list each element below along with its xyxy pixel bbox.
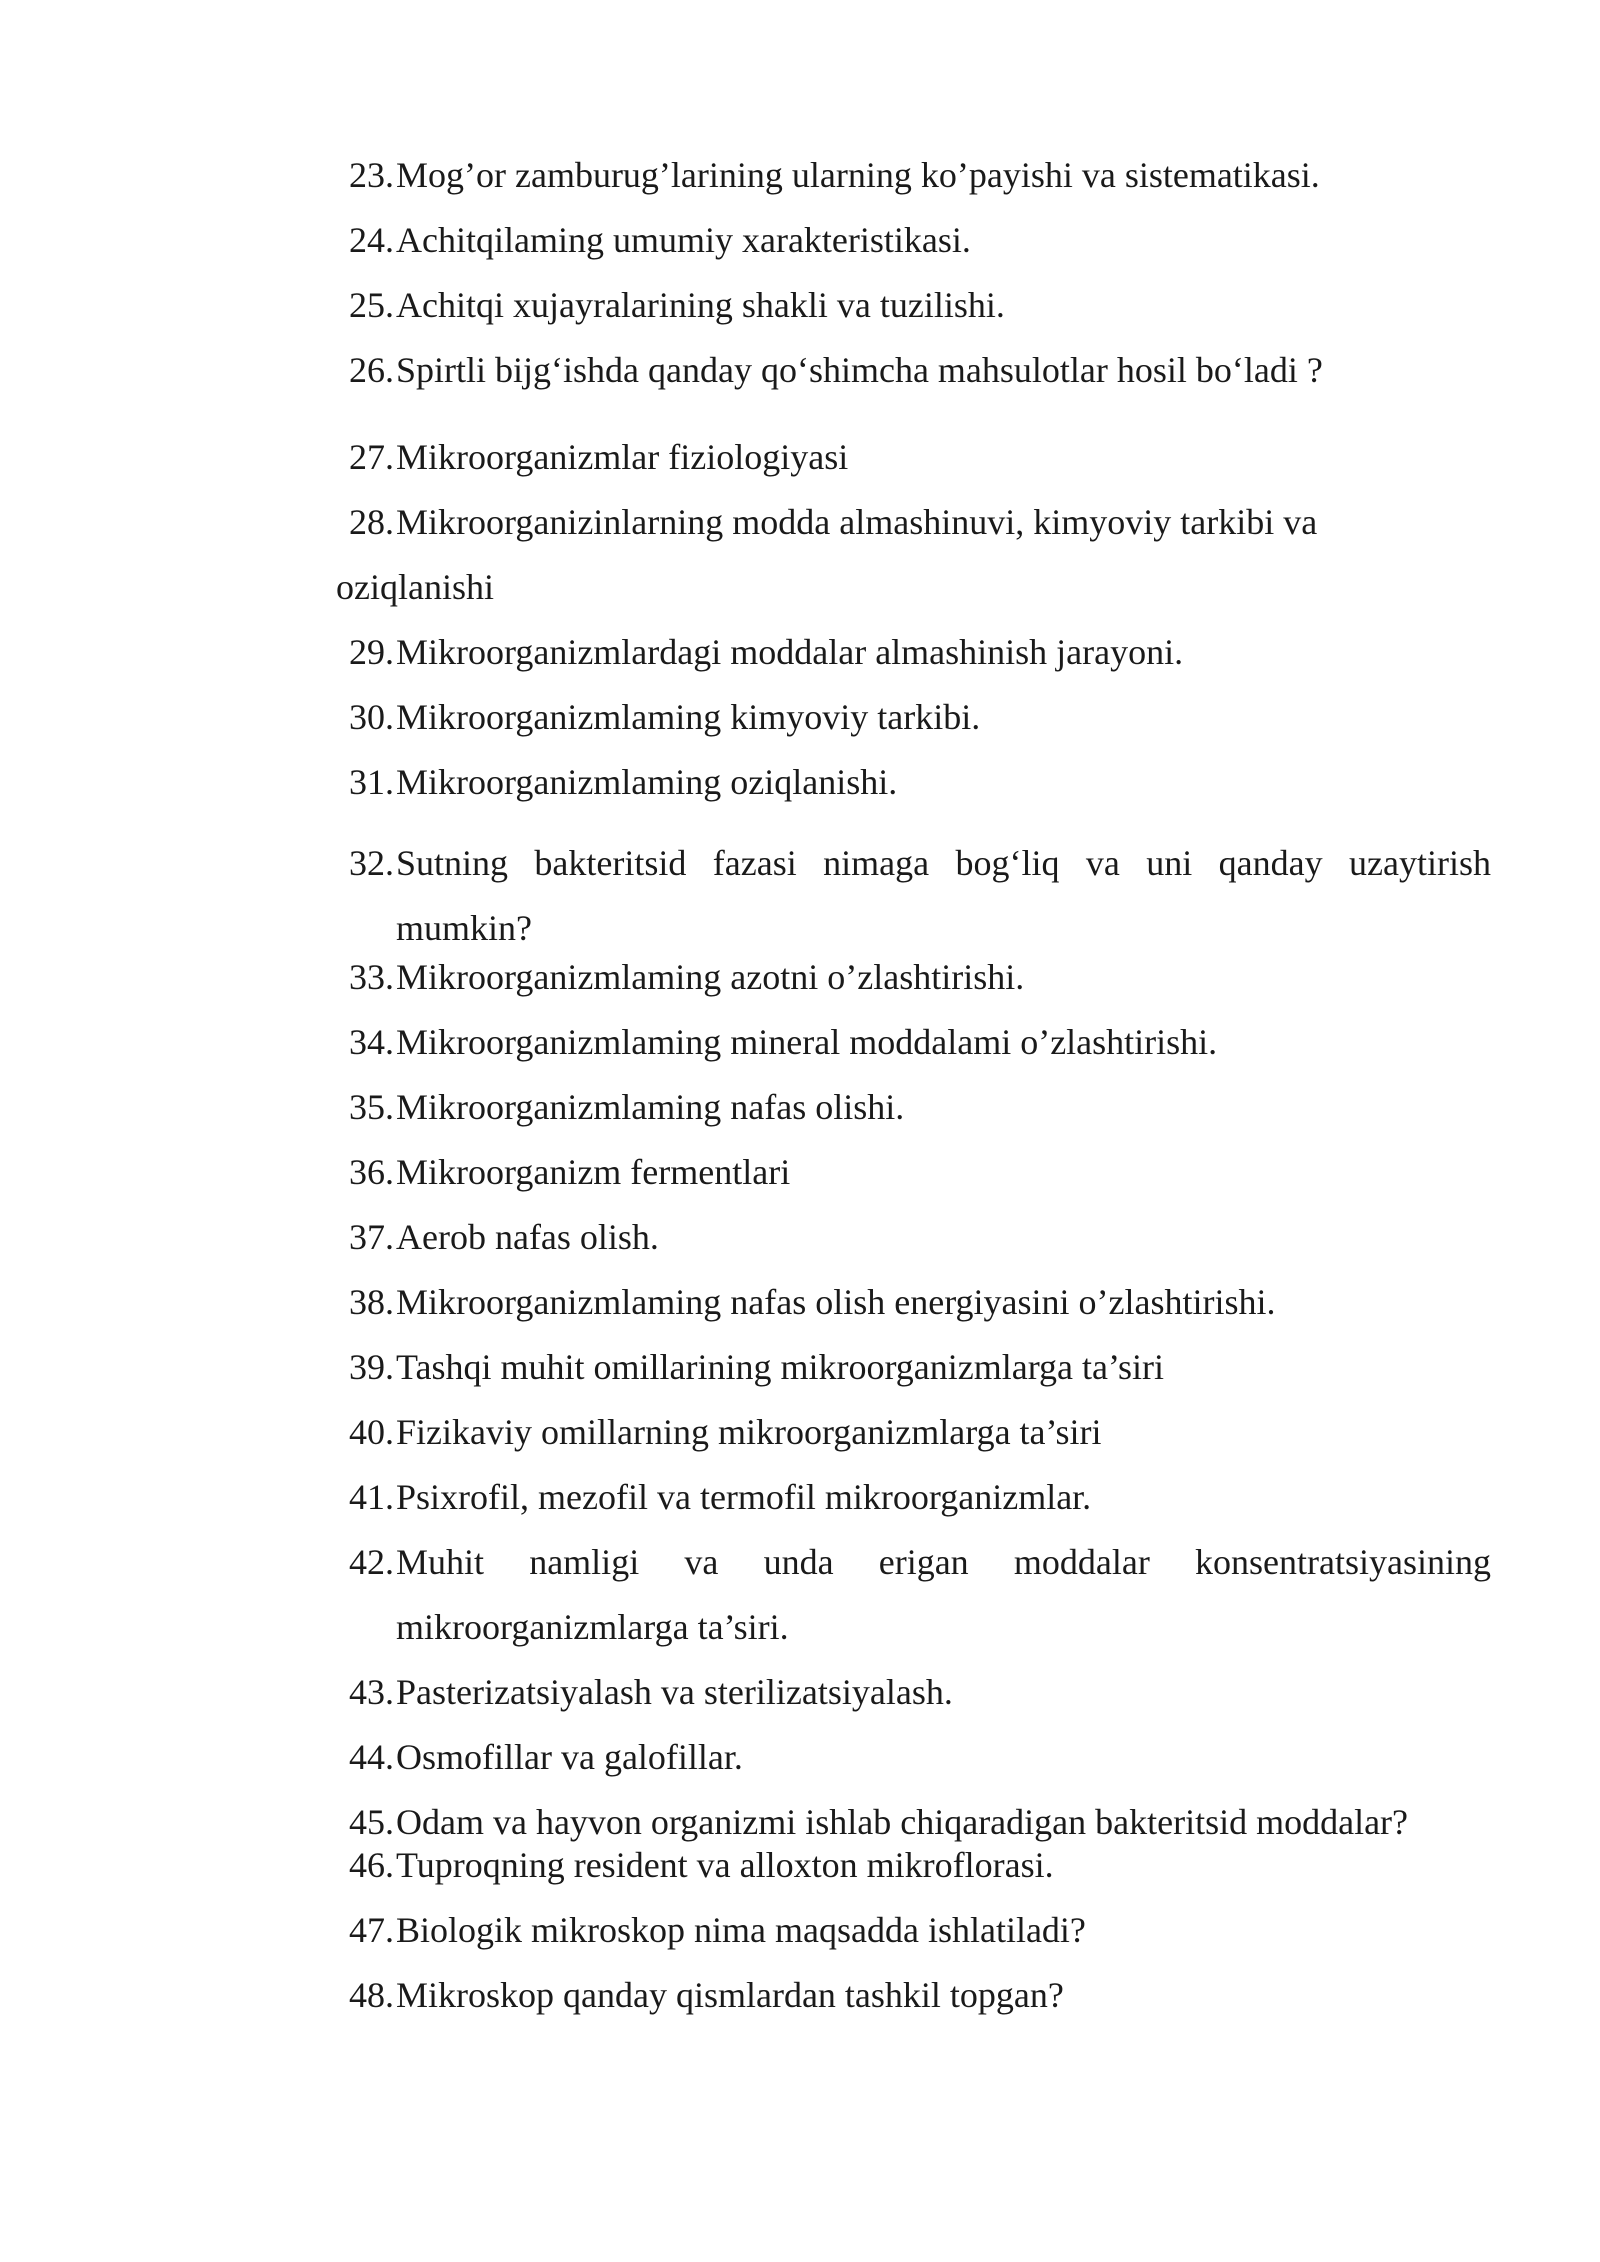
item-text-justified bbox=[396, 843, 1491, 883]
word: bakteritsid bbox=[534, 843, 687, 883]
item-text: Odam va hayvon organizmi ishlab chiqaradigan bakteritsid moddalar? bbox=[396, 1802, 1409, 1842]
item-text: Aerob nafas olish. bbox=[396, 1217, 659, 1257]
item-text: Mikroskop qanday qismlardan tashkil topgan? bbox=[396, 1975, 1064, 2015]
item-number: 45. bbox=[349, 1802, 394, 1842]
list-item bbox=[342, 957, 1024, 997]
item-text: Pasterizatsiyalash va sterilizatsiyalash. bbox=[396, 1672, 953, 1712]
list-item bbox=[342, 1845, 1054, 1885]
item-number: 41. bbox=[349, 1477, 394, 1517]
item-number: 47. bbox=[349, 1910, 394, 1950]
item-number: 39. bbox=[349, 1347, 394, 1387]
item-text: Mikroorganizm fermentlari bbox=[396, 1152, 791, 1192]
item-text: Mikroorganizmlaming nafas olishi. bbox=[396, 1087, 905, 1127]
list-item bbox=[342, 1672, 953, 1712]
item-text: Mog’or zamburug’larining ularning ko’payishi va sistematikasi. bbox=[396, 155, 1320, 195]
word: Muhit bbox=[396, 1542, 485, 1582]
item-number: 29. bbox=[349, 632, 394, 672]
list-item bbox=[342, 1975, 1064, 2015]
list-item bbox=[342, 762, 897, 802]
list-item bbox=[342, 697, 980, 737]
item-text: Mikroorganizinlarning modda almashinuvi, kimyoviy tarkibi va bbox=[396, 502, 1318, 542]
list-item bbox=[342, 285, 1005, 325]
item-number: 46. bbox=[349, 1845, 394, 1885]
list-item bbox=[342, 437, 848, 477]
item-number: 23. bbox=[349, 155, 394, 195]
word: bog‘liq bbox=[955, 843, 1060, 883]
item-text: Spirtli bijg‘ishda qanday qo‘shimcha mahsulotlar hosil bo‘ladi ? bbox=[396, 350, 1323, 390]
item-text: Mikroorganizmlaming azotni o’zlashtirishi. bbox=[396, 957, 1025, 997]
item-number: 26. bbox=[349, 350, 394, 390]
word: va bbox=[1085, 843, 1120, 883]
item-number: 42. bbox=[349, 1542, 394, 1582]
item-number: 31. bbox=[349, 762, 394, 802]
item-number: 25. bbox=[349, 285, 394, 325]
item-text: Psixrofil, mezofil va termofil mikroorganizmlar. bbox=[396, 1477, 1092, 1517]
word: uzaytirish bbox=[1349, 843, 1491, 883]
word: konsentratsiyasining bbox=[1195, 1542, 1491, 1582]
item-text: Biologik mikroskop nima maqsadda ishlatiladi? bbox=[396, 1910, 1086, 1950]
item-text: Tuproqning resident va alloxton mikroflorasi. bbox=[396, 1845, 1054, 1885]
item-text: Achitqi xujayralarining shakli va tuzilishi. bbox=[396, 285, 1005, 325]
word: nimaga bbox=[823, 843, 930, 883]
item-text: Mikroorganizmlaming oziqlanishi. bbox=[396, 762, 898, 802]
list-item bbox=[342, 1217, 659, 1257]
word: unda bbox=[763, 1542, 834, 1582]
item-text: Mikroorganizmlaming nafas olish energiyasini o’zlashtirishi. bbox=[396, 1282, 1276, 1322]
list-item bbox=[342, 1542, 1491, 1582]
word: Sutning bbox=[396, 843, 509, 883]
item-text-justified bbox=[396, 1542, 1491, 1582]
word: uni bbox=[1146, 843, 1193, 883]
list-item bbox=[342, 1282, 1276, 1322]
list-item bbox=[342, 1802, 1408, 1842]
word: namligi bbox=[529, 1542, 640, 1582]
item-text: Mikroorganizmlaming kimyoviy tarkibi. bbox=[396, 697, 981, 737]
item-number: 24. bbox=[349, 220, 394, 260]
word: moddalar bbox=[1013, 1542, 1150, 1582]
list-item bbox=[342, 155, 1320, 195]
list-item bbox=[342, 1022, 1217, 1062]
item-text: Tashqi muhit omillarining mikroorganizmlarga ta’siri bbox=[396, 1347, 1165, 1387]
item-number: 27. bbox=[349, 437, 394, 477]
item-number: 38. bbox=[349, 1282, 394, 1322]
list-item bbox=[342, 1412, 1102, 1452]
item-text: Mikroorganizmlaming mineral moddalami o’zlashtirishi. bbox=[396, 1022, 1218, 1062]
item-number: 33. bbox=[349, 957, 394, 997]
item-number: 32. bbox=[349, 843, 394, 883]
item-number: 35. bbox=[349, 1087, 394, 1127]
list-item bbox=[342, 1347, 1164, 1387]
word: fazasi bbox=[712, 843, 797, 883]
item-text: Fizikaviy omillarning mikroorganizmlarga ta’siri bbox=[396, 1412, 1102, 1452]
list-item bbox=[342, 350, 1323, 390]
list-item bbox=[342, 220, 971, 260]
item-continuation: oziqlanishi bbox=[336, 567, 494, 607]
list-item bbox=[342, 1737, 743, 1777]
item-number: 34. bbox=[349, 1022, 394, 1062]
item-text: Mikroorganizmlar fiziologiyasi bbox=[396, 437, 849, 477]
item-number: 28. bbox=[349, 502, 394, 542]
item-text: Osmofillar va galofillar. bbox=[396, 1737, 743, 1777]
item-number: 37. bbox=[349, 1217, 394, 1257]
word: qanday bbox=[1218, 843, 1323, 883]
list-item bbox=[342, 1477, 1091, 1517]
list-item bbox=[342, 1087, 904, 1127]
item-number: 43. bbox=[349, 1672, 394, 1712]
item-continuation: mikroorganizmlarga ta’siri. bbox=[396, 1607, 789, 1647]
item-continuation: mumkin? bbox=[396, 908, 532, 948]
item-number: 36. bbox=[349, 1152, 394, 1192]
word: erigan bbox=[878, 1542, 969, 1582]
list-item bbox=[342, 843, 1491, 883]
item-number: 30. bbox=[349, 697, 394, 737]
list-item bbox=[342, 632, 1183, 672]
list-item bbox=[342, 502, 1317, 542]
item-number: 48. bbox=[349, 1975, 394, 2015]
item-text: Achitqilaming umumiy xarakteristikasi. bbox=[396, 220, 971, 260]
item-text: Mikroorganizmlardagi moddalar almashinish jarayoni. bbox=[396, 632, 1184, 672]
item-number: 44. bbox=[349, 1737, 394, 1777]
list-item bbox=[342, 1152, 790, 1192]
item-number: 40. bbox=[349, 1412, 394, 1452]
list-item bbox=[342, 1910, 1086, 1950]
word: va bbox=[684, 1542, 719, 1582]
